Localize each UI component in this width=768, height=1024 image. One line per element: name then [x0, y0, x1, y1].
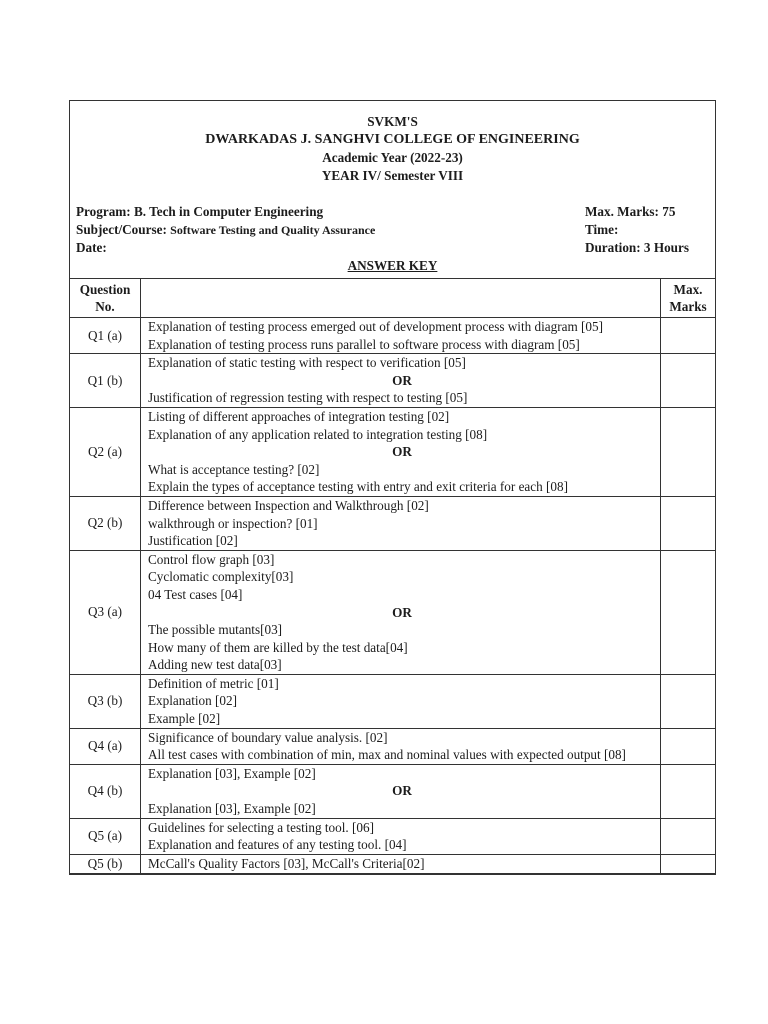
- col-header-content: [141, 279, 661, 318]
- criteria-line: Explain the types of acceptance testing with entry and exit criteria for each [08]: [148, 479, 568, 495]
- question-number: Q5 (b): [70, 854, 141, 873]
- answer-criteria: [141, 407, 661, 496]
- answer-criteria: [141, 318, 661, 354]
- answer-criteria: [141, 818, 661, 854]
- criteria-line: Explanation and features of any testing tool. [04]: [148, 837, 407, 853]
- or-separator: OR: [392, 444, 412, 460]
- subject-value: Software Testing and Quality Assurance: [170, 223, 376, 237]
- answer-key-sheet: [69, 100, 716, 875]
- criteria-line: Explanation of testing process emerged out of development process with diagram [05]: [148, 319, 603, 334]
- or-separator: OR: [392, 604, 412, 620]
- max-marks-cell: [661, 318, 716, 354]
- max-marks-cell: [661, 728, 716, 764]
- document-header: [70, 101, 715, 185]
- question-number: Q3 (b): [70, 674, 141, 728]
- criteria-line: 04 Test cases [04]: [148, 586, 243, 602]
- date-line: Date:: [76, 240, 107, 255]
- criteria-line: What is acceptance testing? [02]: [148, 461, 320, 477]
- question-number: Q5 (a): [70, 818, 141, 854]
- time-line: Time:: [584, 222, 619, 237]
- question-number: Q1 (b): [70, 354, 141, 408]
- criteria-line: The possible mutants[03]: [148, 622, 283, 638]
- question-number: Q2 (b): [70, 496, 141, 550]
- criteria-line: Definition of metric [01]: [148, 675, 279, 691]
- academic-year: Academic Year (2022-23): [322, 150, 463, 165]
- table-row: [70, 550, 715, 674]
- table-row: [70, 674, 715, 728]
- table-row: [70, 496, 715, 550]
- criteria-line: Explanation of static testing with respect to verification [05]: [148, 355, 466, 371]
- max-marks-cell: [661, 407, 716, 496]
- criteria-line: Explanation [02]: [148, 693, 237, 709]
- criteria-line: Explanation of testing process runs parallel to software process with diagram [05]: [148, 336, 580, 352]
- col-header-marks: Max. Marks: [661, 279, 716, 318]
- criteria-line: Justification of regression testing with respect to testing [05]: [148, 390, 468, 406]
- question-number: Q4 (b): [70, 764, 141, 818]
- table-row: [70, 728, 715, 764]
- max-marks-cell: [661, 764, 716, 818]
- year-semester: YEAR IV/ Semester VIII: [321, 168, 464, 183]
- max-marks-cell: [661, 854, 716, 873]
- question-number: Q3 (a): [70, 550, 141, 674]
- criteria-line: Guidelines for selecting a testing tool. [06]: [148, 819, 374, 835]
- answer-criteria: [141, 728, 661, 764]
- answer-criteria: [141, 354, 661, 408]
- meta-left: [76, 203, 375, 257]
- answer-criteria: [141, 674, 661, 728]
- or-separator: OR: [392, 372, 412, 388]
- question-number: Q4 (a): [70, 728, 141, 764]
- answer-criteria: [141, 764, 661, 818]
- criteria-line: All test cases with combination of min, max and nominal values with expected output [08]: [148, 747, 626, 763]
- criteria-line: Explanation of any application related to integration testing [08]: [148, 426, 488, 442]
- answer-key-rows: [70, 318, 715, 874]
- max-marks-line: Max. Marks: 75: [584, 204, 676, 219]
- program-line: Program: B. Tech in Computer Engineering: [76, 204, 324, 219]
- criteria-line: Explanation [03], Example [02]: [148, 765, 316, 781]
- college-name: DWARKADAS J. SANGHVI COLLEGE OF ENGINEERING: [205, 132, 580, 147]
- criteria-line: Listing of different approaches of integration testing [02]: [148, 408, 450, 424]
- max-marks-cell: [661, 674, 716, 728]
- criteria-line: Difference between Inspection and Walkthrough [02]: [148, 497, 429, 513]
- max-marks-cell: [661, 496, 716, 550]
- table-row: [70, 407, 715, 496]
- subject-label: Subject/Course:: [76, 222, 167, 237]
- exam-meta: [70, 185, 715, 257]
- criteria-line: McCall's Quality Factors [03], McCall's Criteria[02]: [148, 855, 425, 871]
- criteria-line: Example [02]: [148, 711, 221, 727]
- question-number: Q1 (a): [70, 318, 141, 354]
- table-row: [70, 318, 715, 354]
- answer-criteria: [141, 854, 661, 873]
- max-marks-cell: [661, 354, 716, 408]
- meta-right: [585, 203, 689, 257]
- answer-criteria: [141, 496, 661, 550]
- table-row: [70, 354, 715, 408]
- header-line-1: SVKM'S: [367, 114, 418, 129]
- criteria-line: Justification [02]: [148, 533, 238, 549]
- answer-criteria: [141, 550, 661, 674]
- table-row: [70, 764, 715, 818]
- answer-key-table: [70, 278, 715, 874]
- duration-line: Duration: 3 Hours: [584, 240, 689, 255]
- table-row: [70, 818, 715, 854]
- max-marks-cell: [661, 550, 716, 674]
- criteria-line: How many of them are killed by the test data[04]: [148, 639, 408, 655]
- table-header-row: [70, 279, 715, 318]
- subject-line: [76, 221, 375, 239]
- or-separator: OR: [392, 783, 412, 799]
- answer-key-title: ANSWER KEY: [347, 258, 438, 273]
- criteria-line: Cyclomatic complexity[03]: [148, 569, 294, 585]
- criteria-line: Control flow graph [03]: [148, 551, 275, 567]
- criteria-line: Significance of boundary value analysis. [02]: [148, 729, 388, 745]
- criteria-line: walkthrough or inspection? [01]: [148, 515, 318, 531]
- criteria-line: Explanation [03], Example [02]: [148, 801, 316, 817]
- table-row: [70, 854, 715, 873]
- max-marks-cell: [661, 818, 716, 854]
- question-number: Q2 (a): [70, 407, 141, 496]
- col-header-question: Question No.: [70, 279, 141, 318]
- criteria-line: Adding new test data[03]: [148, 657, 282, 673]
